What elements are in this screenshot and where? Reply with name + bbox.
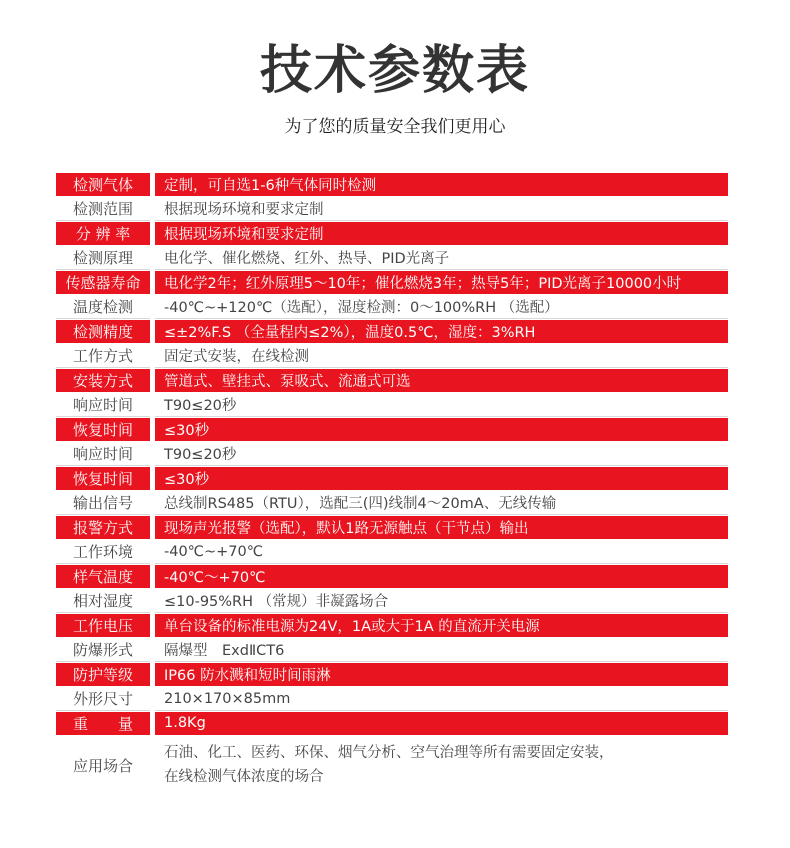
spec-row (56, 565, 728, 590)
spec-value: 根据现场环境和要求定制 (155, 222, 728, 245)
spec-row (56, 345, 728, 370)
spec-row (56, 296, 728, 321)
spec-value: ≤10-95%RH （常规）非凝露场合 (155, 590, 728, 614)
spec-label: 外形尺寸 (56, 688, 150, 712)
spec-value: ≤30秒 (155, 418, 728, 441)
spec-value: IP66 防水溅和短时间雨淋 (155, 663, 728, 686)
spec-value: 固定式安装，在线检测 (155, 345, 728, 369)
spec-row (56, 222, 728, 247)
spec-label: 安装方式 (56, 369, 150, 392)
spec-label: 应用场合 (72, 756, 133, 775)
spec-row (56, 614, 728, 639)
spec-row (56, 394, 728, 419)
spec-value (155, 737, 728, 794)
spec-table (56, 173, 728, 794)
spec-value-line: 在线检测气体浓度的场合 (164, 769, 324, 785)
spec-label: 检测原理 (56, 247, 150, 271)
spec-row (56, 712, 728, 737)
spec-value: 管道式、壁挂式、泵吸式、流通式可选 (155, 369, 728, 392)
spec-value: T90≤20秒 (155, 443, 728, 467)
spec-row (56, 173, 728, 198)
spec-row (56, 320, 728, 345)
spec-value: 210×170×85mm (155, 688, 728, 712)
spec-row (56, 271, 728, 296)
spec-value: 现场声光报警（选配），默认1路无源触点（干节点）输出 (155, 516, 728, 539)
spec-value: ≤±2%F.S （全量程内≤2%），温度0.5℃，湿度：3%RH (155, 320, 728, 343)
spec-label: 工作电压 (56, 614, 150, 637)
spec-label: 检测范围 (56, 198, 150, 222)
page-title: 技术参数表 (259, 41, 530, 101)
spec-value: -40℃～+70℃ (155, 565, 728, 588)
spec-label: 样气温度 (56, 565, 150, 588)
page-subtitle: 为了您的质量安全我们更用心 (284, 117, 506, 137)
spec-row (56, 492, 728, 517)
spec-label: 检测精度 (56, 320, 150, 343)
spec-label: 响应时间 (56, 394, 150, 418)
spec-label: 传感器寿命 (56, 271, 150, 294)
spec-value: -40℃~+120℃（选配），湿度检测：0～100%RH （选配） (155, 296, 728, 320)
spec-value: 定制，可自选1-6种气体同时检测 (155, 173, 728, 196)
spec-label: 重 量 (56, 712, 150, 735)
spec-row (56, 663, 728, 688)
spec-row (56, 467, 728, 492)
spec-value: T90≤20秒 (155, 394, 728, 418)
spec-row (56, 247, 728, 272)
spec-row (56, 516, 728, 541)
spec-label: 恢复时间 (56, 467, 150, 490)
spec-row (56, 369, 728, 394)
spec-row (56, 418, 728, 443)
spec-row (56, 198, 728, 223)
spec-label: 工作方式 (56, 345, 150, 369)
spec-row (56, 443, 728, 468)
spec-value: 电化学2年；红外原理5～10年；催化燃烧3年；热导5年；PID光离子10000小时 (155, 271, 728, 294)
spec-value-line: 石油、化工、医药、环保、烟气分析、空气治理等所有需要固定安装， (164, 745, 614, 761)
spec-label: 工作环境 (56, 541, 150, 565)
spec-label: 恢复时间 (56, 418, 150, 441)
spec-label: 防爆形式 (56, 639, 150, 663)
spec-value: ≤30秒 (155, 467, 728, 490)
spec-row (56, 688, 728, 713)
spec-label: 响应时间 (56, 443, 150, 467)
spec-row (56, 639, 728, 664)
spec-label: 报警方式 (56, 516, 150, 539)
spec-value: 隔爆型 ExdⅡCT6 (155, 639, 728, 663)
spec-label: 分 辨 率 (56, 222, 150, 245)
spec-value: 根据现场环境和要求定制 (155, 198, 728, 222)
spec-value: 总线制RS485（RTU），选配三(四)线制4～20mA、无线传输 (155, 492, 728, 516)
spec-label: 温度检测 (56, 296, 150, 320)
spec-value: 电化学、催化燃烧、红外、热导、PID光离子 (155, 247, 728, 271)
spec-row (56, 541, 728, 566)
spec-row (56, 590, 728, 615)
spec-label: 相对湿度 (56, 590, 150, 614)
spec-value: -40℃~+70℃ (155, 541, 728, 565)
spec-label: 防护等级 (56, 663, 150, 686)
spec-value: 1.8Kg (155, 712, 728, 735)
spec-value: 单台设备的标准电源为24V，1A或大于1A 的直流开关电源 (155, 614, 728, 637)
spec-label: 检测气体 (56, 173, 150, 196)
spec-label: 输出信号 (56, 492, 150, 516)
spec-row-application (56, 737, 728, 794)
